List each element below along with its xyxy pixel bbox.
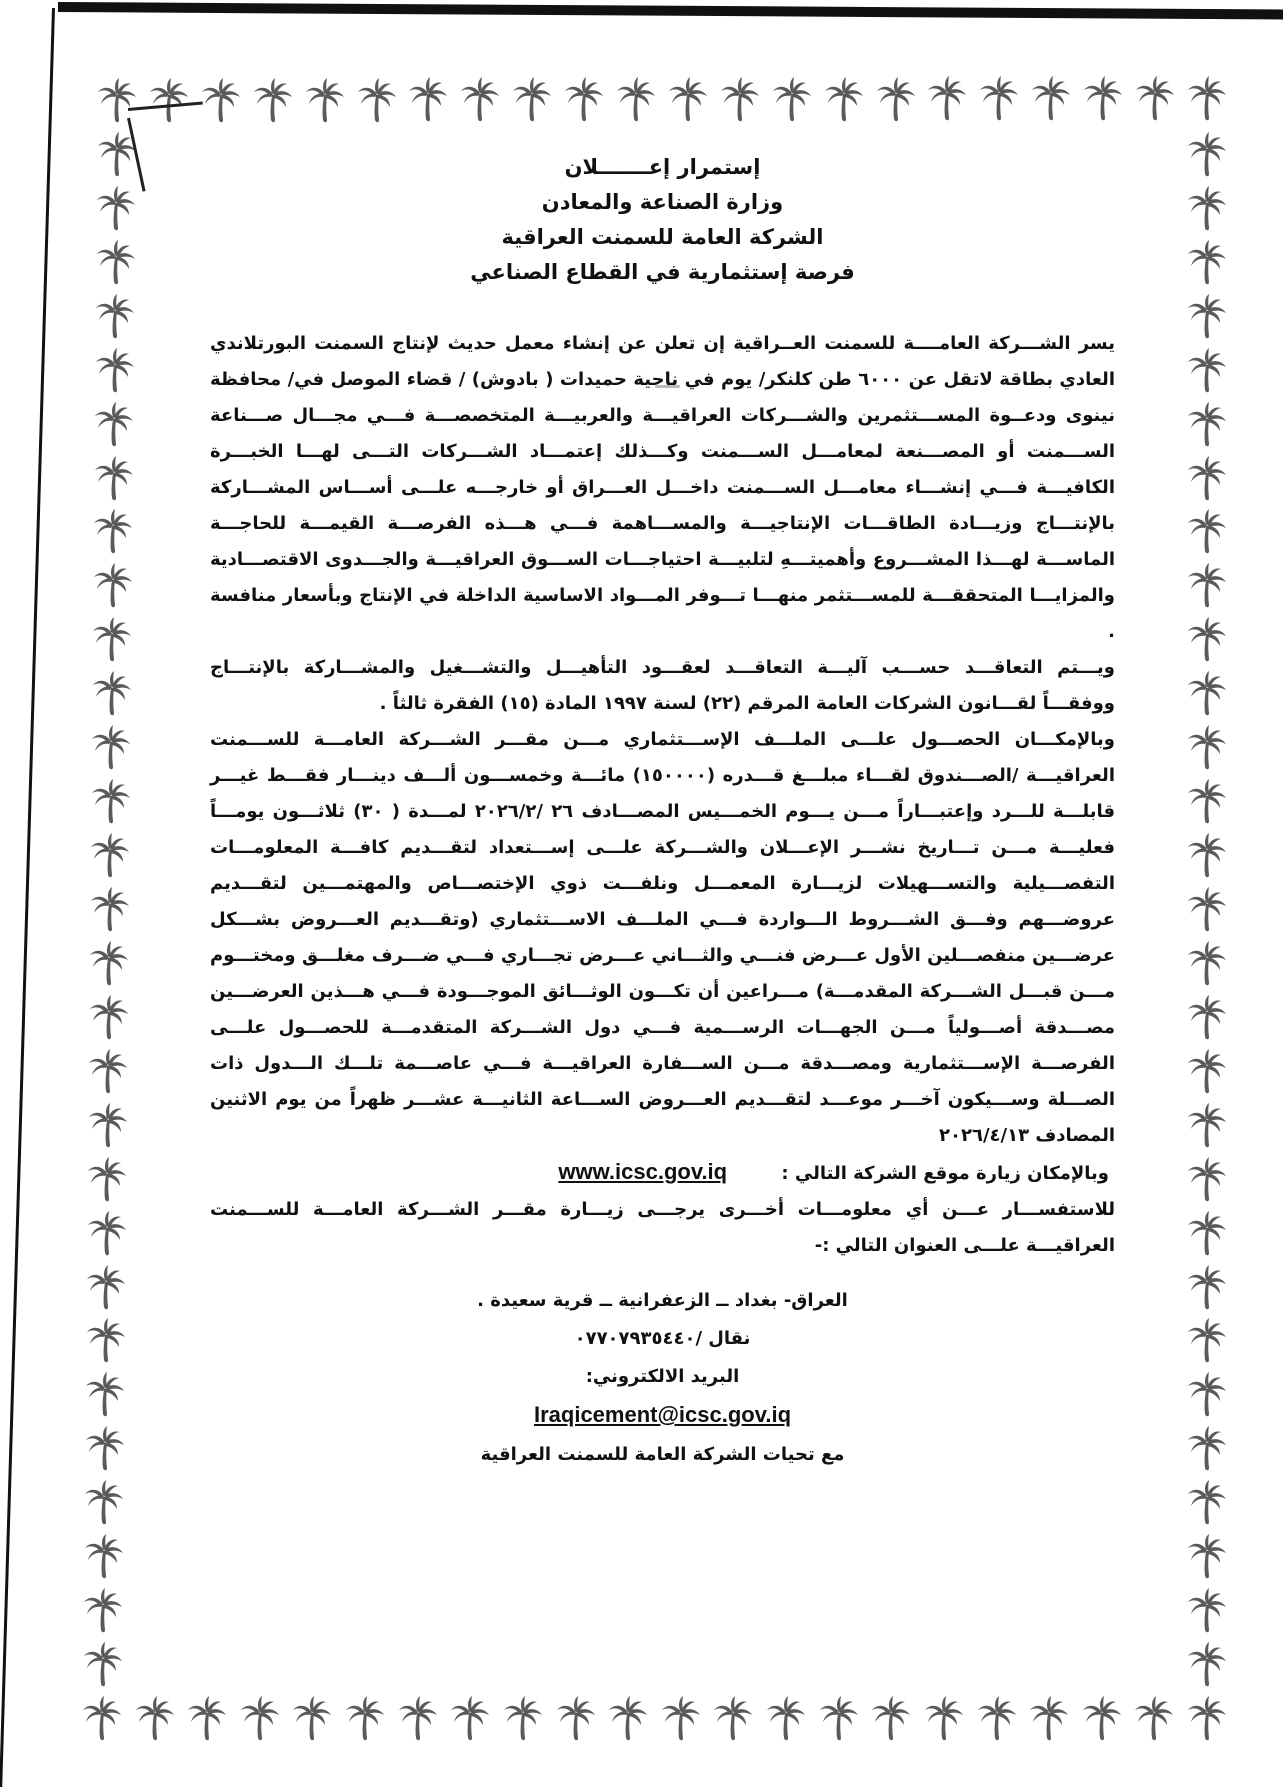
- palm-tree-icon: [92, 616, 132, 662]
- website-link[interactable]: www.icsc.gov.iq: [558, 1159, 728, 1184]
- palm-tree-icon: [240, 1695, 280, 1741]
- contact-block: [210, 1282, 1115, 1474]
- email-label: البريد الالكتروني:: [585, 1366, 740, 1387]
- website-line: [210, 1154, 1115, 1192]
- palm-tree-icon: [90, 886, 130, 932]
- palm-tree-icon: [305, 77, 345, 123]
- palm-tree-icon: [1083, 75, 1123, 121]
- palm-tree-icon: [96, 239, 136, 285]
- palm-tree-icon: [1187, 832, 1227, 878]
- palm-tree-icon: [1187, 293, 1227, 339]
- palm-tree-icon: [1031, 75, 1071, 121]
- palm-tree-icon: [87, 1156, 127, 1202]
- palm-tree-icon: [398, 1695, 438, 1741]
- paragraph-file: وبالإمكـــان الحصـــول علـــى الملـــف الإســـتثماري مـــن مقـــر الشـــركة العامـــة للســـمنت العراقيـــة /الصـــندوق لقـــاء مبلـــغ قـــدره (١٥٠٠٠٠) مائـــة وخمســـون ألـــف دينـــار فقـــط غيـــر قابلـــة للـــرد وإعتبـــاراً مـــن يـــوم الخمـــيس المصـــادف ٢٦ /٢٠٢٦/٢ لمـــدة ( ٣٠) ثلاثـــون يومـــاً فعليـــة مـــن تـــاريخ نشـــر الإعـــلان والشـــركة علـــى إســـتعداد لتقـــديم كافـــة المعلومـــات التفصـــيلية والتســـهيلات لزيـــارة المعمـــل ونلفـــت ذوي الإختصـــاص والمهتمـــين لتقـــديم عروضـــهم وفـــق الشـــروط الـــواردة فـــي الملـــف الاســـتثماري (وتقـــديم العـــروض بشـــكل عرضـــين منفصـــلين الأول عـــرض فنـــي والثـــاني عـــرض تجـــاري فـــي ضـــرف مغلـــق ومختـــوم مـــن قبـــل الشـــركة المقدمـــة) مـــراعين أن تكـــون الوثـــائق الموجـــودة فـــي هـــذين العرضـــين مصـــدقة أصـــولياً مـــن الجهـــات الرســـمية فـــي دول الشـــركة المتقدمـــة للحصـــول علـــى الفرصـــة الإســـتثمارية ومصـــدقة مـــن الســـفارة العراقيـــة فـــي عاصـــمة تلـــك الـــدول ذات الصـــلة وســـيكون آخـــر موعـــد لتقـــديم العـــروض الســـاعة الثانيـــة عشـــر ظهراً من يوم الاثنين المصادف ٢٠٢٦/٤/١٣: [210, 729, 1115, 1146]
- palm-tree-icon: [95, 347, 135, 393]
- palm-tree-icon: [1082, 1695, 1122, 1741]
- palm-tree-icon: [1187, 239, 1227, 285]
- palm-tree-icon: [88, 1048, 128, 1094]
- palm-tree-icon: [1187, 185, 1227, 231]
- paragraph-contract: ويـــتم التعاقـــد حســـب آليـــة التعاقـــد لعقـــود التأهيـــل والتشـــغيل والمشـــاركة بالإنتـــاج ووفقـــاً لقـــانون الشركات العامة المرقم (٢٢) لسنة ١٩٩٧ المادة (١٥) الفقرة ثالثاً .: [210, 657, 1115, 714]
- palm-tree-icon: [91, 724, 131, 770]
- palm-tree-icon: [876, 76, 916, 122]
- palm-tree-icon: [460, 76, 500, 122]
- palm-tree-icon: [408, 76, 448, 122]
- palm-tree-icon: [1187, 1210, 1227, 1256]
- opportunity-title: فرصة إستثمارية في القطاع الصناعي: [470, 260, 855, 284]
- palm-tree-icon: [149, 77, 189, 123]
- palm-tree-icon: [345, 1695, 385, 1741]
- palm-tree-icon: [661, 1695, 701, 1741]
- palm-tree-icon: [85, 1425, 125, 1471]
- palm-tree-icon: [979, 75, 1019, 121]
- palm-tree-icon: [1029, 1695, 1069, 1741]
- palm-tree-icon: [1187, 508, 1227, 554]
- palm-tree-icon: [668, 76, 708, 122]
- palm-tree-icon: [772, 76, 812, 122]
- palm-tree-icon: [720, 76, 760, 122]
- email-link[interactable]: Iraqicement@icsc.gov.iq: [533, 1402, 792, 1427]
- palm-tree-icon: [1187, 1048, 1227, 1094]
- palm-tree-icon: [564, 76, 604, 122]
- palm-tree-icon: [1187, 562, 1227, 608]
- palm-tree-icon: [94, 455, 134, 501]
- palm-tree-icon: [819, 1695, 859, 1741]
- palm-tree-icon: [91, 778, 131, 824]
- palm-tree-icon: [1187, 401, 1227, 447]
- inquiry-text: للاستفســـار عـــن أي معلومـــات أخـــرى يرجـــى زيـــارة مقـــر الشـــركة العامـــة للســـمنت العراقيـــة علـــى العنوان التالي :-: [210, 1199, 1115, 1256]
- palm-tree-icon: [90, 832, 130, 878]
- palm-tree-icon: [450, 1695, 490, 1741]
- closing-signature: مع تحيات الشركة العامة للسمنت العراقية: [480, 1444, 845, 1465]
- palm-tree-icon: [1187, 1695, 1227, 1741]
- palm-tree-icon: [1187, 670, 1227, 716]
- palm-tree-icon: [84, 1533, 124, 1579]
- palm-tree-icon: [1187, 131, 1227, 177]
- palm-tree-icon: [95, 293, 135, 339]
- website-label: وبالإمكان زيارة موقع الشركة التالي :: [781, 1163, 1109, 1184]
- palm-tree-icon: [201, 77, 241, 123]
- paragraph-intro: يسر الشـــركة العامــــة للسمنت العــراقية إن تعلن عن إنشاء معمل حديث لإنتاج السمنت البورتلاندي العادي بطاقة لاتقل عن ٦٠٠٠ طن كلنكر/ يوم في ناحية حميدات ( بادوش) / قضاء الموصل في/ محافظة نينوى ودعــوة المســـتثمرين والشـــركات العراقيـــة والعربيـــة المتخصصـــة فـــي مجـــال صـــناعة الســـمنت أو المصـــنعة لمعامـــل الســـمنت وكـــذلك إعتمـــاد الشـــركات التـــى لهـــا الخبـــرة الكافيـــة فـــي إنشـــاء معامـــل الســـمنت داخـــل العـــراق أو خارجـــه علـــى أســـاس المشـــاركة بالإنتـــاج وزيـــادة الطاقـــات الإنتاجيـــة والمســـاهمة فـــي هـــذه الفرصـــة القيمـــة للحاجـــة الماســـة لهـــذا المشـــروع وأهميتـــهِ لتلبيـــة احتياجـــات الســـوق العراقيـــة والجـــدوى الاقتصـــادية والمزايـــا المتحققـــة للمســـتثمر منهـــا تـــوفر المـــواد الاساسية الداخلة في الإنتاج وبأسعار منافسة .: [210, 333, 1115, 642]
- palm-tree-icon: [512, 76, 552, 122]
- palm-tree-icon: [1187, 724, 1227, 770]
- palm-tree-icon: [84, 1479, 124, 1525]
- palm-tree-icon: [1187, 1641, 1227, 1687]
- palm-tree-icon: [1187, 1156, 1227, 1202]
- palm-tree-icon: [88, 1102, 128, 1148]
- palm-tree-icon: [135, 1695, 175, 1741]
- palm-tree-icon: [85, 1371, 125, 1417]
- palm-tree-icon: [1187, 1479, 1227, 1525]
- palm-tree-icon: [89, 940, 129, 986]
- palm-tree-icon: [187, 1695, 227, 1741]
- palm-tree-icon: [83, 1641, 123, 1687]
- palm-tree-icon: [1134, 1695, 1174, 1741]
- palm-tree-icon: [927, 75, 967, 121]
- palm-tree-icon: [357, 77, 397, 123]
- palm-tree-icon: [616, 76, 656, 122]
- palm-tree-icon: [1187, 455, 1227, 501]
- palm-tree-icon: [97, 77, 137, 123]
- palm-tree-icon: [1187, 1264, 1227, 1310]
- palm-tree-icon: [556, 1695, 596, 1741]
- palm-tree-icon: [1187, 347, 1227, 393]
- announcement: [210, 150, 1115, 1474]
- palm-tree-icon: [1187, 1533, 1227, 1579]
- ministry-name: وزارة الصناعة والمعادن: [541, 190, 784, 214]
- palm-tree-icon: [1187, 778, 1227, 824]
- company-name: الشركة العامة للسمنت العراقية: [501, 225, 824, 249]
- palm-tree-icon: [1187, 1425, 1227, 1471]
- palm-tree-icon: [292, 1695, 332, 1741]
- scan-page-edge: [58, 2, 1283, 20]
- palm-tree-icon: [1187, 1587, 1227, 1633]
- palm-tree-icon: [608, 1695, 648, 1741]
- palm-tree-icon: [766, 1695, 806, 1741]
- palm-tree-icon: [89, 994, 129, 1040]
- palm-tree-icon: [1187, 994, 1227, 1040]
- announcement-title: إستمرار إعـــــــلان: [564, 155, 761, 179]
- palm-tree-icon: [87, 1210, 127, 1256]
- palm-tree-icon: [86, 1264, 126, 1310]
- palm-tree-icon: [93, 562, 133, 608]
- palm-tree-icon: [1187, 886, 1227, 932]
- palm-tree-icon: [824, 76, 864, 122]
- palm-tree-icon: [977, 1695, 1017, 1741]
- palm-tree-icon: [253, 77, 293, 123]
- palm-tree-icon: [86, 1317, 126, 1363]
- palm-tree-icon: [83, 1587, 123, 1633]
- palm-tree-icon: [924, 1695, 964, 1741]
- palm-tree-icon: [1187, 1371, 1227, 1417]
- palm-tree-icon: [94, 401, 134, 447]
- palm-tree-icon: [871, 1695, 911, 1741]
- palm-tree-icon: [1135, 75, 1175, 121]
- palm-tree-icon: [1187, 616, 1227, 662]
- mobile-number: نقال /٠٧٧٠٧٩٣٥٤٤٠: [574, 1328, 751, 1349]
- palm-tree-icon: [1187, 75, 1227, 121]
- palm-tree-icon: [92, 670, 132, 716]
- announcement-heading: [210, 150, 1115, 290]
- palm-tree-icon: [1187, 1317, 1227, 1363]
- scan-page-edge: [0, 8, 55, 1787]
- address: العراق- بغداد ــ الزعفرانية ــ قرية سعيدة .: [477, 1290, 848, 1311]
- palm-tree-icon: [503, 1695, 543, 1741]
- palm-tree-icon: [713, 1695, 753, 1741]
- palm-tree-icon: [1187, 1102, 1227, 1148]
- announcement-body: [210, 326, 1115, 1264]
- palm-tree-icon: [93, 508, 133, 554]
- palm-tree-icon: [96, 185, 136, 231]
- palm-tree-icon: [82, 1695, 122, 1741]
- palm-tree-icon: [1187, 940, 1227, 986]
